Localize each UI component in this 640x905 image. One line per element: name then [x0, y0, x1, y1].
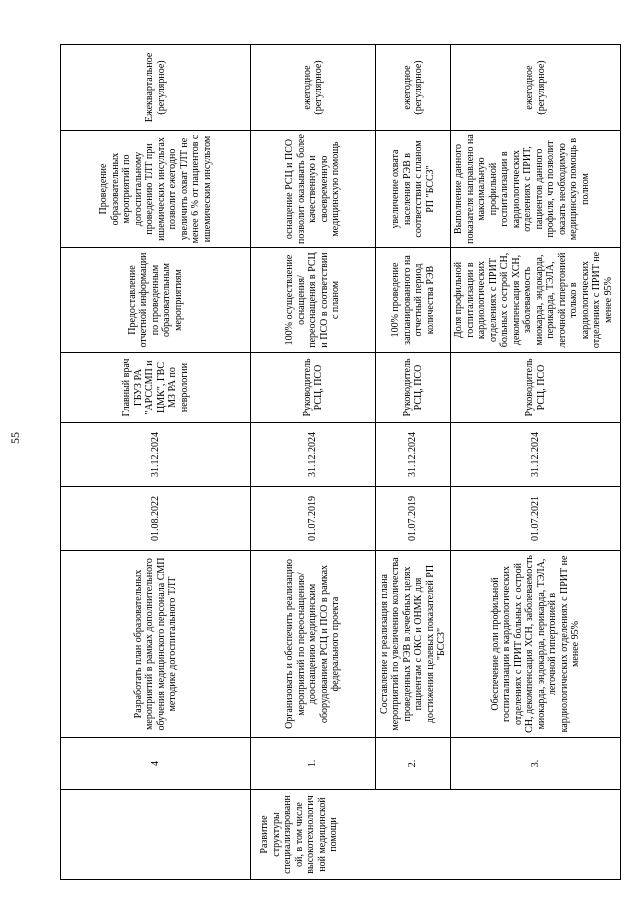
table-row	[451, 45, 621, 880]
table-row	[61, 45, 251, 880]
row-number: 3.	[451, 738, 621, 790]
effect-cell: Выполнение данного показателя направлено на максимальную профильной госпитализации в кардиологических отделениях с ПРИТ, пациентов данного профиля, что позволит оказать необходимую медицинскую помощь в полном	[451, 131, 621, 248]
row-number: 2.	[376, 738, 451, 790]
end-date: 31.12.2024	[451, 423, 621, 487]
result-cell: Предоставление отчетной информации по проведенным образовательным мероприятиям	[61, 248, 251, 353]
section-cell	[61, 790, 251, 880]
end-date: 31.12.2024	[376, 423, 451, 487]
effect-cell: увеличение охвата населения РЭВ в соответствии с планом РП "БССЗ"	[376, 131, 451, 248]
start-date: 01.08.2022	[61, 487, 251, 551]
end-date: 31.12.2024	[61, 423, 251, 487]
action-plan-table	[60, 44, 621, 880]
task-cell: Обеспечение доли профильной госпитализации в кардиологических отделениях с ПРИТ больных с острой СН, декомпенсация ХСН, заболеваемость миокарда, эндокарда, перикарда, ТЭЛА, легочной гипертонией в кардиологических отделениях с ПРИТ не менее 95%	[451, 551, 621, 738]
rotated-table-container	[60, 45, 620, 880]
end-date: 31.12.2024	[251, 423, 376, 487]
result-cell: 100% проведение запланированного на отчетный период количества РЭВ	[376, 248, 451, 353]
responsible-cell: Руководитель РСЦ, ПСО	[451, 353, 621, 423]
start-date: 01.07.2021	[451, 487, 621, 551]
table-row	[251, 45, 376, 880]
table-row	[376, 45, 451, 880]
task-cell: Разработать план образовательных мероприятий в рамках дополнительного обучения медицинского персонала СМП методике догоспитального ТЛТ	[61, 551, 251, 738]
period-cell: ежегодное (регулярное)	[451, 45, 621, 131]
effect-cell: оснащение РСЦ и ПСО позволит оказывать более качественную и своевременную медицинскую помощь	[251, 131, 376, 248]
period-cell: ежегодное (регулярное)	[251, 45, 376, 131]
result-cell: Доля профильной госпитализации в кардиологических отделениях с ПРИТ больных с острой СН, декомпенсация ХСН, заболеваемость миокарда, эндокарда, перикарда, ТЭЛА, легочной гипертонией только в кардиологических отделениях с ПРИТ не менее 95%	[451, 248, 621, 353]
responsible-cell: Главный врач ГБУЗ РА "АРССМП и ЦМК", ГВС МЗ РА по неврологии	[61, 353, 251, 423]
page-number: 55	[8, 432, 22, 444]
row-number: 4	[61, 738, 251, 790]
task-cell: Организовать и обеспечить реализацию мероприятий по переоснащению/дооснащению медицинским оборудованием РСЦ и ПСО в рамках федерального проекта	[251, 551, 376, 738]
result-cell: 100% осуществление оснащения/переоснащения в РСЦ и ПСО в соответствии с планом	[251, 248, 376, 353]
effect-cell: Проведение образовательных мероприятий по догоспитальному проведению ТЛТ при ишемических инсультах позволит ежегодно увеличить охват ТЛТ не менее 6 % от пациентов с ишемическим инсультом	[61, 131, 251, 248]
responsible-cell: Руководитель РСЦ, ПСО	[376, 353, 451, 423]
start-date: 01.07.2019	[251, 487, 376, 551]
section-label: Развитие структуры специализированной, в том числе высокотехнологичной медицинской помощи	[251, 790, 621, 880]
task-cell: Составление и реализация плана мероприятий по увеличению количества проведенных РЭВ в лечебных целях пациентам с ОКС и ОНМК для достижения целевых показателей РП "БССЗ"	[376, 551, 451, 738]
row-number: 1.	[251, 738, 376, 790]
responsible-cell: Руководитель РСЦ, ПСО	[251, 353, 376, 423]
period-cell: ежегодное (регулярное)	[376, 45, 451, 131]
period-cell: Ежеквартальное (регулярное)	[61, 45, 251, 131]
start-date: 01.07.2019	[376, 487, 451, 551]
